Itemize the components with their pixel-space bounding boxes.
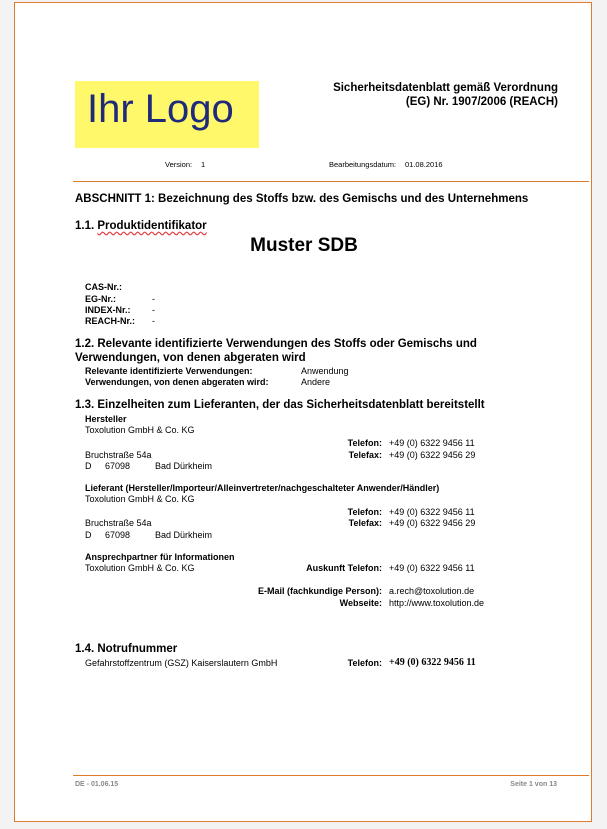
kontakt-heading: Ansprechpartner für Informationen	[85, 552, 235, 562]
section-1-3-title: 1.3. Einzelheiten zum Lieferanten, der das Sicherheitsdatenblatt bereitstellt	[75, 399, 485, 411]
hersteller-heading: Hersteller	[85, 414, 127, 424]
footer-divider	[73, 775, 589, 776]
logo-text: Ihr Logo	[87, 87, 234, 131]
section-1-1-number: 1.1.	[75, 220, 95, 232]
document-title	[333, 81, 558, 109]
hersteller-city: Bad Dürkheim	[155, 461, 213, 471]
version-label: Version:	[165, 160, 193, 169]
document-page	[14, 2, 592, 822]
kontakt-phone-label: Auskunft Telefon:	[306, 563, 382, 573]
lieferant-street: Bruchstraße 54a	[85, 518, 152, 528]
advised-against-value: Andere	[301, 377, 331, 387]
advised-against-label: Verwendungen, von denen abgeraten wird:	[85, 377, 269, 387]
kontakt-company: Toxolution GmbH & Co. KG	[85, 563, 195, 573]
lieferant-phone: +49 (0) 6322 9456 11	[389, 507, 475, 517]
version-value: 1	[201, 160, 206, 169]
hersteller-phone: +49 (0) 6322 9456 11	[389, 438, 475, 448]
lieferant-company: Toxolution GmbH & Co. KG	[85, 494, 195, 504]
date-value: 01.08.2016	[405, 160, 443, 169]
footer-page-number: Seite 1 von 13	[510, 781, 557, 788]
title-line-1: Sicherheitsdatenblatt gemäß Verordnung	[333, 82, 558, 94]
hersteller-zip: 67098	[105, 461, 131, 471]
product-name: Muster SDB	[250, 235, 358, 256]
kontakt-email-link[interactable]: a.rech@toxolution.de	[389, 586, 475, 596]
title-line-2: (EG) Nr. 1907/2006 (REACH)	[405, 96, 558, 108]
lieferant-phone-label: Telefon:	[347, 507, 382, 517]
lieferant-fax-label: Telefax:	[348, 518, 382, 528]
section-1-2-title	[75, 337, 477, 365]
kontakt-web-label: Webseite:	[339, 598, 382, 608]
section-1-2-title-line-2: Verwendungen, von denen abgeraten wird	[75, 352, 306, 364]
section-1-4-title: 1.4. Notrufnummer	[75, 643, 178, 655]
logo-placeholder	[75, 81, 259, 148]
index-value: -	[152, 305, 155, 315]
section-1-2-title-line-1: 1.2. Relevante identifizierte Verwendungen des Stoffs oder Gemischs und	[75, 338, 477, 350]
lieferant-heading: Lieferant (Hersteller/Importeur/Alleinvertreter/nachgeschalteter Anwender/Händler)	[85, 483, 440, 493]
kontakt-web-link[interactable]: http://www.toxolution.de	[389, 598, 485, 608]
hersteller-street: Bruchstraße 54a	[85, 450, 152, 460]
section-1-heading: ABSCHNITT 1: Bezeichnung des Stoffs bzw. des Gemischs und des Unternehmens	[75, 193, 529, 205]
hersteller-country: D	[85, 461, 92, 471]
date-label: Bearbeitungsdatum:	[329, 160, 397, 169]
header-divider	[73, 181, 589, 182]
reach-label: REACH-Nr.:	[85, 316, 136, 326]
hersteller-fax: +49 (0) 6322 9456 29	[389, 450, 476, 460]
notruf-phone-label: Telefon:	[347, 658, 382, 668]
index-label: INDEX-Nr.:	[85, 305, 131, 315]
lieferant-city: Bad Dürkheim	[155, 530, 213, 540]
cas-label: CAS-Nr.:	[85, 282, 123, 292]
section-1-1-label: Produktidentifikator	[97, 220, 207, 232]
hersteller-company: Toxolution GmbH & Co. KG	[85, 425, 195, 435]
uses-value: Anwendung	[301, 366, 349, 376]
hersteller-phone-label: Telefon:	[347, 438, 382, 448]
notruf-phone: +49 (0) 6322 9456 11	[389, 657, 476, 668]
eg-value: -	[152, 294, 155, 304]
kontakt-email-label: E-Mail (fachkundige Person):	[257, 586, 382, 596]
kontakt-phone: +49 (0) 6322 9456 11	[389, 563, 475, 573]
hersteller-fax-label: Telefax:	[348, 450, 382, 460]
reach-value: -	[152, 316, 155, 326]
section-1-1-title	[75, 220, 207, 232]
eg-label: EG-Nr.:	[85, 294, 117, 304]
lieferant-zip: 67098	[105, 530, 131, 540]
lieferant-country: D	[85, 530, 92, 540]
uses-label: Relevante identifizierte Verwendungen:	[85, 366, 253, 376]
lieferant-fax: +49 (0) 6322 9456 29	[389, 518, 476, 528]
footer-left: DE - 01.06.15	[75, 781, 119, 788]
notruf-org: Gefahrstoffzentrum (GSZ) Kaiserslautern GmbH	[85, 658, 278, 668]
